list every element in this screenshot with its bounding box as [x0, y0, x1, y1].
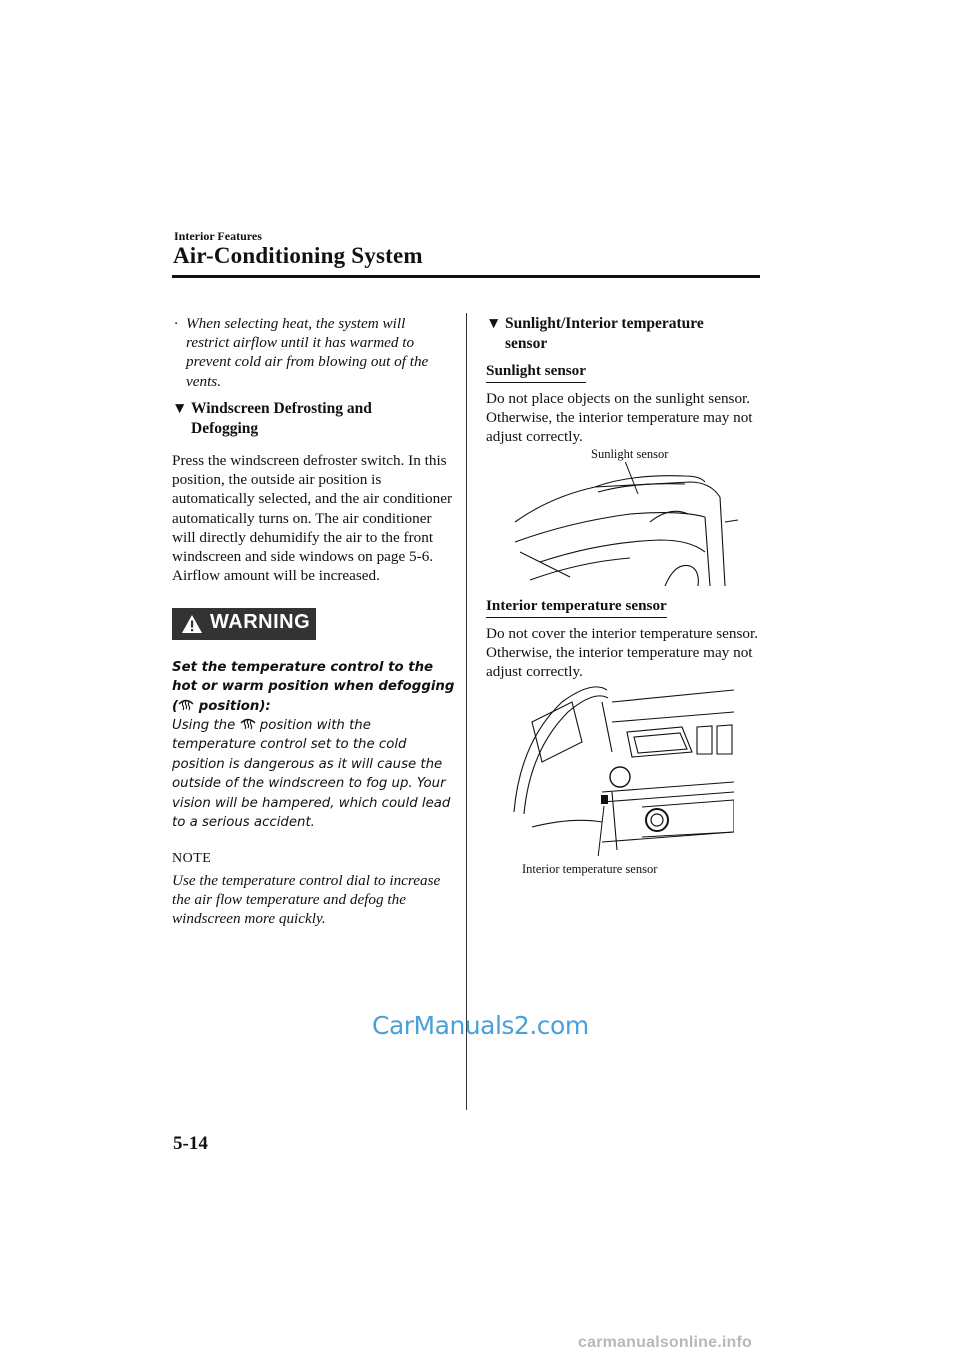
- windscreen-defroster-icon: [240, 717, 256, 730]
- sensor-heading-line2: sensor: [505, 334, 548, 352]
- sunlight-sensor-figure: [510, 462, 740, 586]
- page-title: Air-Conditioning System: [173, 243, 423, 268]
- warning-text-part-b: position with the temperature control set to the cold position is dangerous as it will cause the outside of the windscreen to fog up. Your vision will be hampered, which could lead to a serious accident.: [172, 718, 451, 831]
- warning-triangle-icon: [181, 614, 203, 634]
- heat-bullet: [172, 314, 452, 391]
- defrost-heading-line1: Windscreen Defrosting and: [191, 400, 372, 417]
- center-watermark: CarManuals2.com: [372, 1011, 589, 1040]
- note-label: NOTE: [172, 851, 212, 866]
- warning-text: [172, 716, 457, 832]
- warning-bold-text: [172, 658, 457, 716]
- sunlight-sensor-text: Do not place objects on the sunlight sensor. Otherwise, the interior temperature may not adjust correctly.: [486, 390, 753, 446]
- warning-bold-part-b: position):: [198, 698, 271, 714]
- defrost-heading: [172, 399, 457, 438]
- windscreen-defroster-icon: [178, 698, 194, 711]
- footer-watermark: carmanualsonline.info: [578, 1334, 753, 1351]
- warning-label: WARNING: [210, 611, 311, 633]
- triangle-down-icon: ▼: [172, 400, 188, 417]
- page-number: 5-14: [173, 1133, 208, 1154]
- interior-sensor-callout: Interior temperature sensor: [522, 862, 658, 876]
- sunlight-sensor-callout: Sunlight sensor: [591, 447, 669, 461]
- warning-banner: [172, 608, 316, 640]
- title-rule: [172, 275, 760, 278]
- sensor-heading: [486, 314, 766, 353]
- heat-bullet-text: When selecting heat, the system will restrict airflow until it has warmed to prevent cold air from blowing out of the vents.: [186, 315, 429, 390]
- warning-bold-part-a: Set the temperature control to the hot or warm position when defogging (: [172, 660, 455, 714]
- note-text: Use the temperature control dial to increase the air flow temperature and defog the windscreen more quickly.: [172, 872, 441, 928]
- interior-sensor-text: Do not cover the interior temperature sensor. Otherwise, the interior temperature may not adjust correctly.: [486, 625, 759, 681]
- defrost-body: Press the windscreen defroster switch. In this position, the outside air position is automatically selected, and the air conditioner automatically turns on. The air conditioner will directly dehumidify the air to the front windscreen and side windows on page 5-6. Airflow amount will be increased.: [172, 452, 453, 585]
- sunlight-sensor-heading: Sunlight sensor: [486, 361, 586, 383]
- sensor-heading-line1: Sunlight/Interior temperature: [505, 315, 704, 332]
- triangle-down-icon: ▼: [486, 315, 502, 332]
- bullet-dot-icon: ·: [174, 315, 178, 332]
- warning-text-part-a: Using the: [172, 718, 236, 733]
- interior-sensor-heading: Interior temperature sensor: [486, 596, 667, 618]
- interior-sensor-figure: [512, 682, 734, 856]
- column-divider: [466, 313, 467, 1110]
- defrost-heading-line2: Defogging: [191, 419, 259, 437]
- section-name: Interior Features: [174, 229, 262, 243]
